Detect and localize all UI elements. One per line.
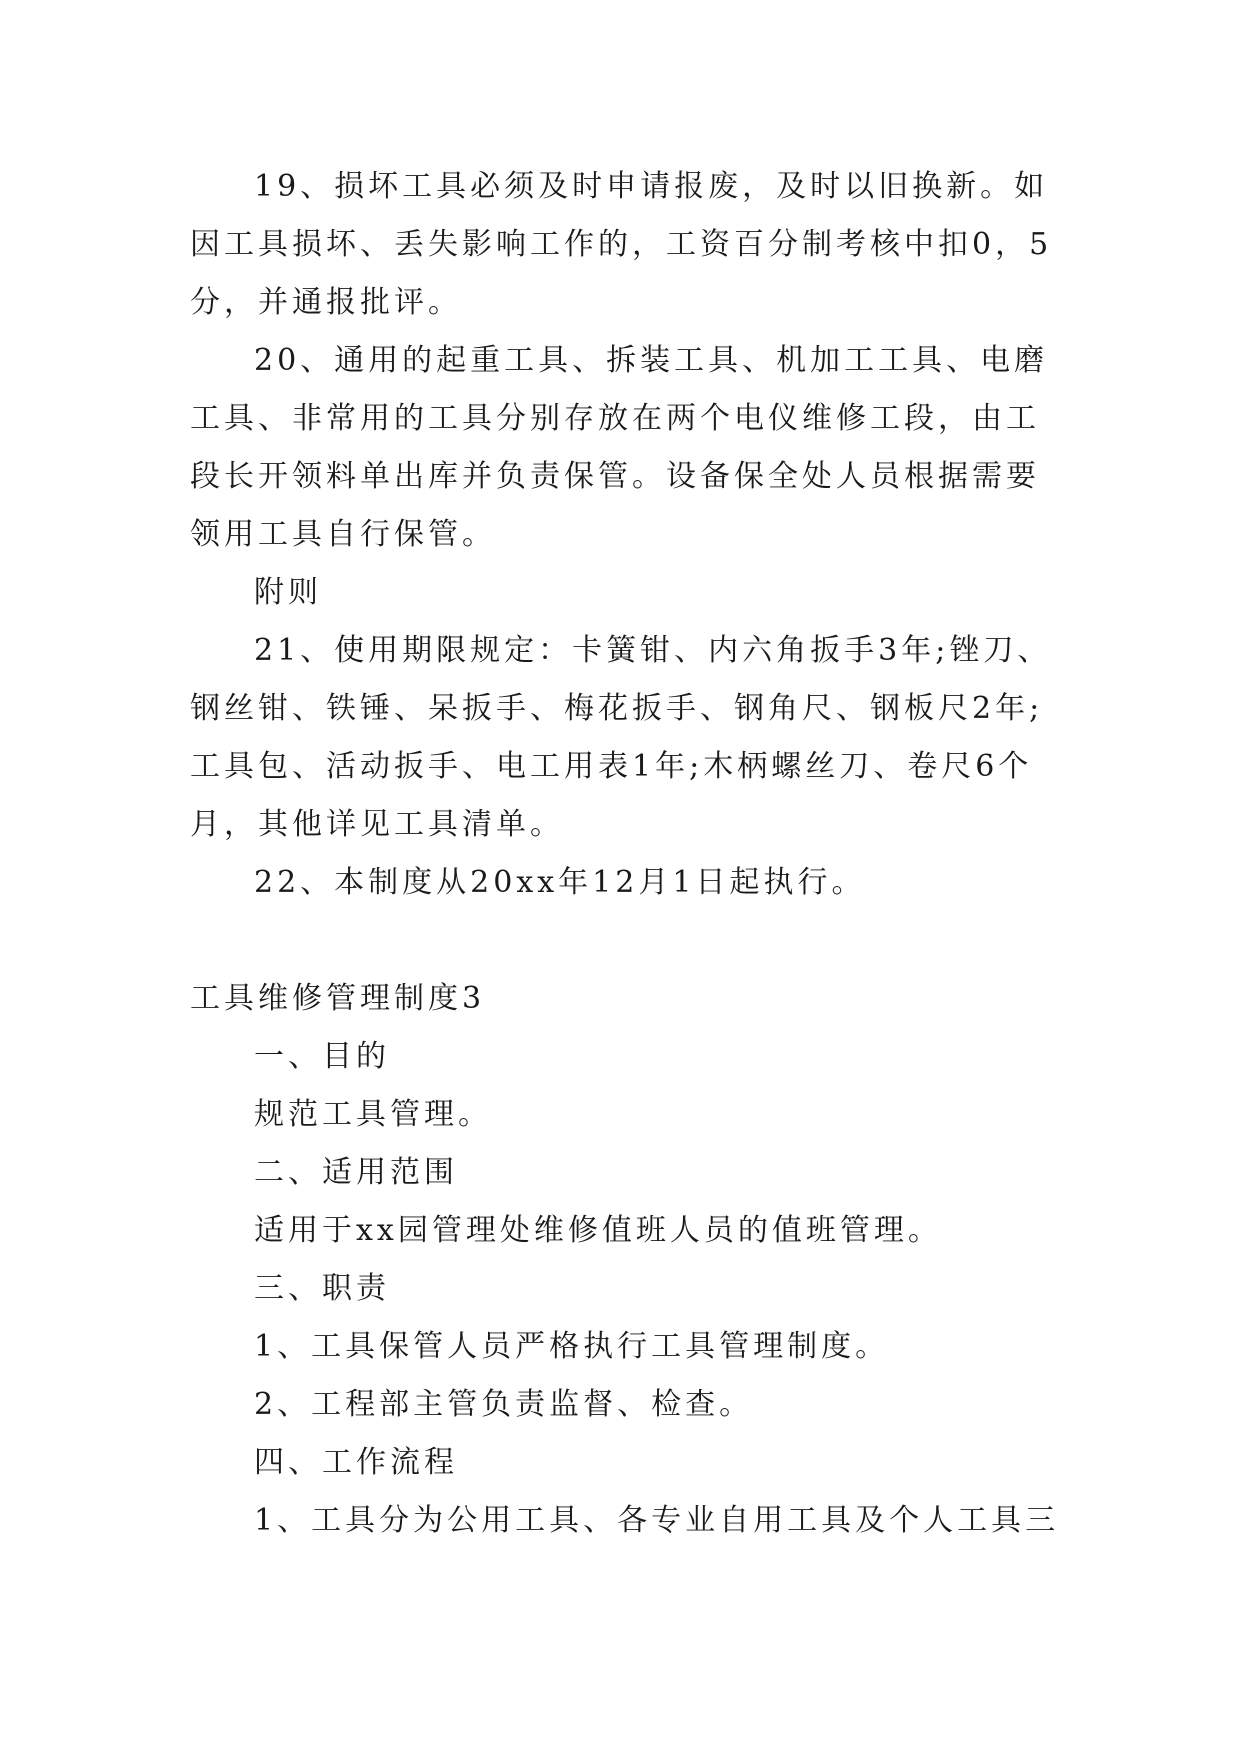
paragraph-item-21: 21、使用期限规定：卡簧钳、内六角扳手3年;锉刀、钢丝钳、铁锤、呆扳手、梅花扳手、钢角尺、钢板尺2年;工具包、活动扳手、电工用表1年;木柄螺丝刀、卷尺6个月，其他详见工具清单。 xyxy=(190,633,1052,842)
section-4-item-1: 1、工具分为公用工具、各专业自用工具及个人工具三 xyxy=(254,1503,1060,1538)
paragraph-item-22: 22、本制度从20xx年12月1日起执行。 xyxy=(254,865,866,900)
paragraph-item-19: 19、损坏工具必须及时申请报废，及时以旧换新。如因工具损坏、丢失影响工作的，工资百分制考核中扣0，5分，并通报批评。 xyxy=(190,169,1053,320)
appendix-heading: 附则 xyxy=(254,575,322,610)
section-3-item-2: 2、工程部主管负责监督、检查。 xyxy=(254,1387,754,1422)
section-1-heading: 一、目的 xyxy=(254,1039,390,1074)
paragraph-item-20: 20、通用的起重工具、拆装工具、机加工工具、电磨工具、非常用的工具分别存放在两个电仪维修工段，由工段长开领料单出库并负责保管。设备保全处人员根据需要领用工具自行保管。 xyxy=(190,343,1049,552)
section-2-heading: 二、适用范围 xyxy=(254,1155,458,1190)
section-1-text: 规范工具管理。 xyxy=(254,1097,492,1132)
section-2-text: 适用于xx园管理处维修值班人员的值班管理。 xyxy=(254,1213,942,1248)
section-4-heading: 四、工作流程 xyxy=(254,1445,458,1480)
section-3-item-1: 1、工具保管人员严格执行工具管理制度。 xyxy=(254,1329,890,1364)
section-title: 工具维修管理制度3 xyxy=(190,981,486,1016)
section-3-heading: 三、职责 xyxy=(254,1271,390,1306)
